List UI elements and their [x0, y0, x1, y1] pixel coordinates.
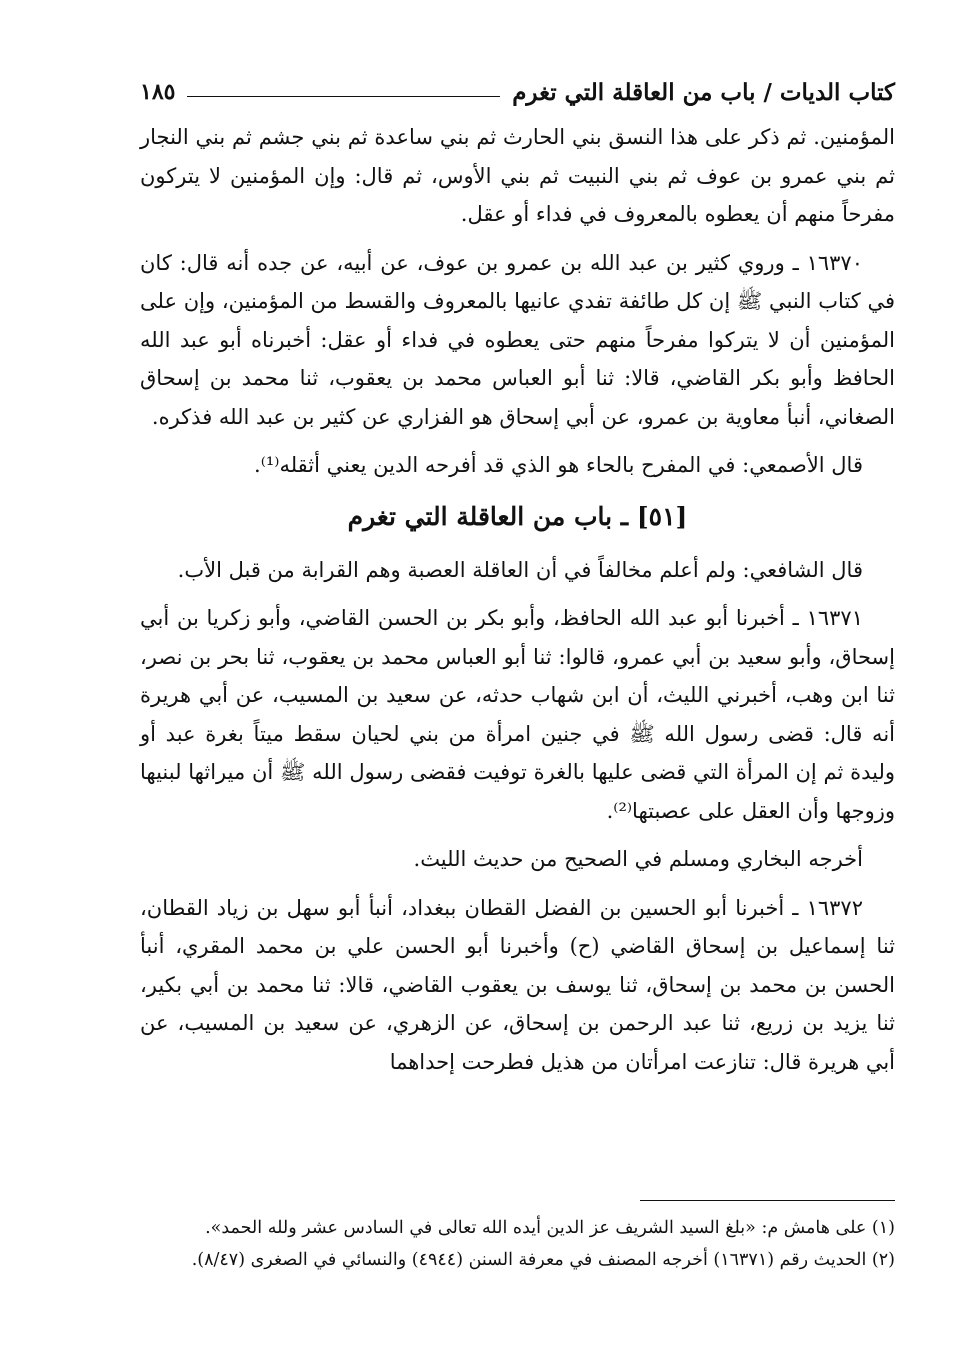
takhrij-note: أخرجه البخاري ومسلم في الصحيح من حديث الليث. [413, 847, 863, 871]
paragraph-continuation: المؤمنين. ثم ذكر على هذا النسق بني الحارث ثم بني ساعدة ثم بني جشم ثم بني النجار ثم بني عمرو بن عوف ثم بني النبيت ثم بني الأوس، ثم قال: وإن المؤمنين لا يتركون مفرحاً منهم أن يعطوه بالمعروف في فداء أو عقل. [140, 125, 895, 226]
footnotes [140, 1212, 895, 1276]
main-text [140, 118, 895, 1081]
hadith-16372: ١٦٣٧٢ ـ أخبرنا أبو الحسين بن الفضل القطان ببغداد، أنبأ أبو سهل بن زياد القطان، ثنا إسماعيل بن إسحاق القاضي (ح) وأخبرنا أبو الحسن علي بن محمد المقري، أنبأ الحسن بن محمد بن إسحاق، ثنا يوسف بن يعقوب القاضي، قالا: ثنا محمد بن أبي بكير، ثنا يزيد بن زريع، ثنا عبد الرحمن بن إسحاق، عن الزهري، عن سعيد بن المسيب، عن أبي هريرة قال: تنازعت امرأتان من هذيل فطرحت إحداهما [140, 895, 895, 1074]
running-header [140, 72, 895, 112]
hadith-16370: ١٦٣٧٠ ـ وروي كثير بن عبد الله بن عمرو بن عوف، عن أبيه، عن جده أنه قال: كان في كتاب النبي ﷺ إن كل طائفة تفدي عانيها بالمعروف والقسط من المؤمنين، وإن على المؤمنين أن لا يتركوا مفرحاً منهم حتى يعطوه في فداء أو عقل: أخبرناه أبو عبد الله الحافظ وأبو بكر القاضي، قالا: ثنا أبو العباس محمد بن يعقوب، ثنا محمد بن إسحاق الصغاني، أنبأ معاوية بن عمرو، عن أبي إسحاق هو الفزاري عن كثير بن عبد الله فذكره. [140, 250, 895, 429]
footnote-rule [640, 1200, 895, 1201]
hadith-16371: ١٦٣٧١ ـ أخبرنا أبو عبد الله الحافظ، وأبو بكر بن الحسن القاضي، وأبو زكريا بن أبي إسحاق، وأبو سعيد بن أبي عمرو، قالوا: ثنا أبو العباس محمد بن يعقوب، ثنا بحر بن نصر، ثنا ابن وهب، أخبرني الليث، أن ابن شهاب حدثه، عن سعيد بن المسيب، عن أبي هريرة أنه قال: قضى رسول الله ﷺ في جنين امرأة من بني لحيان سقط ميتاً بغرة عبد أو وليدة ثم إن المرأة التي قضى عليها بالغرة توفيت فقضى رسول الله ﷺ أن ميراثها لبنيها وزوجها وأن العقل على عصبتها⁽²⁾. [140, 606, 895, 823]
section-heading: [٥١] ـ باب من العاقلة التي تغرم [347, 501, 688, 531]
header-rule [187, 96, 500, 97]
running-title: كتاب الديات / باب من العاقلة التي تغرم [512, 78, 895, 106]
shafii-statement: قال الشافعي: ولم أعلم مخالفاً في أن العاقلة العصبة وهم القرابة من قبل الأب. [177, 557, 863, 582]
footnote-2: (٢) الحديث رقم (١٦٣٧١) أخرجه المصنف في معرفة السنن (٤٩٤٤) والنسائي في الصغرى (٨/٤٧). [191, 1250, 895, 1270]
asmai-note: قال الأصمعي: في المفرح بالحاء هو الذي قد أفرحه الدين يعني أثقله⁽¹⁾. [254, 453, 863, 477]
page-number: ١٨٥ [140, 79, 176, 105]
footnote-1: (١) على هامش م: «بلغ السيد الشريف عز الدين أيده الله تعالى في السادس عشر ولله الحمد». [205, 1218, 895, 1238]
